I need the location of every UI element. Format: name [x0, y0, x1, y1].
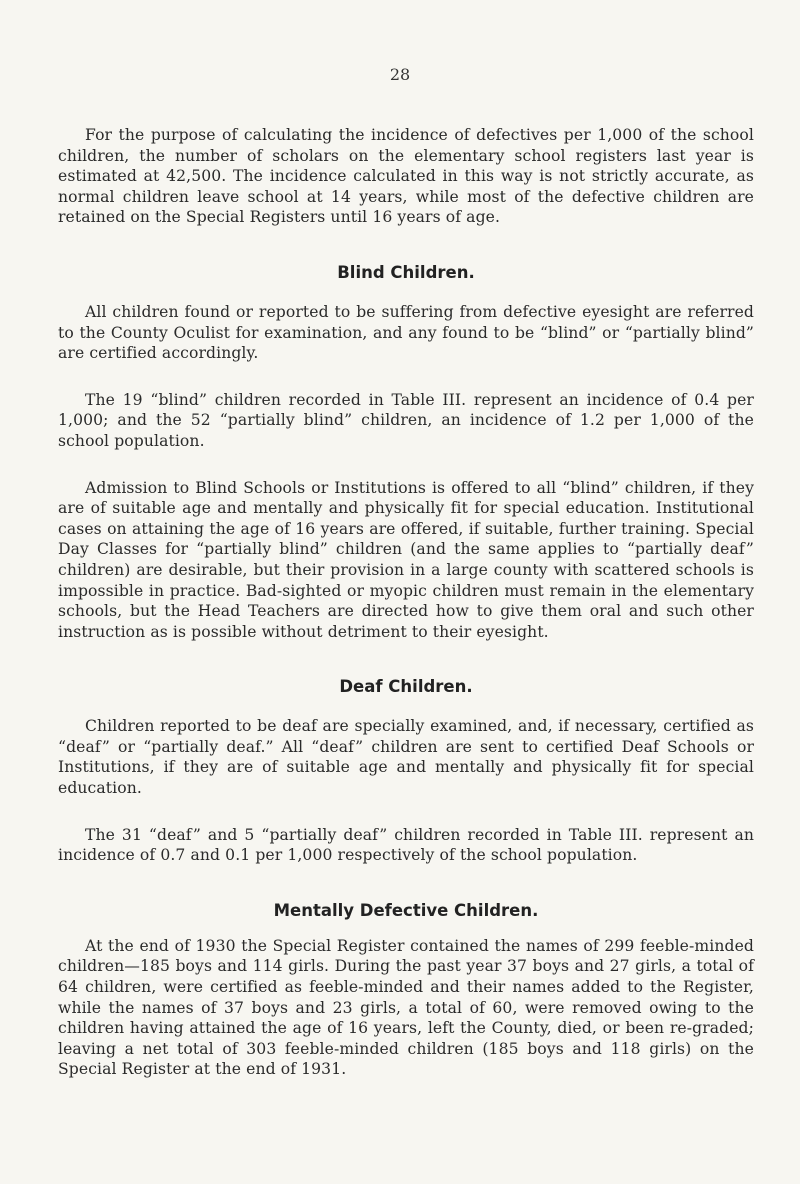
blind-paragraph-2: The 19 “blind” children recorded in Table III. represent an incidence of 0.4 per 1,000; and the 52 “partially blind” children, an incidence of 1.2 per 1,000 of the school population.: [58, 390, 754, 450]
deaf-paragraph-1: Children reported to be deaf are specially examined, and, if necessary, certified as “deaf” or “partially deaf.” All “deaf” children are sent to certified Deaf Schools or Institutions, if they are of suitable age and mentally and physically fit for special education.: [58, 717, 754, 798]
blind-paragraph-3: Admission to Blind Schools or Institutions is offered to all “blind” children, if they are of suitable age and mentally and physically fit for special education. Institutional cases on attaining the age of 16 years are offered, if suitable, further training. Special Day Classes for “partially blind” children (and the same applies to “partially deaf” children) are desirable, but their provision in a large county with scattered schools is impossible in practice. Bad-sighted or myopic children must remain in the elementary schools, but the Head Teachers are directed how to give them oral and such other instruction as is possible without detriment to their eyesight.: [58, 478, 754, 641]
intro-paragraph: For the purpose of calculating the incidence of defectives per 1,000 of the school children, the number of scholars on the elementary school registers last year is estimated at 42,500. The incidence calculated in this way is not strictly accurate, as normal children leave school at 14 years, while most of the defective children are retained on the Special Registers until 16 years of age.: [58, 126, 754, 227]
blind-children-heading: Blind Children.: [337, 262, 475, 282]
blind-paragraph-1: All children found or reported to be suffering from defective eyesight are referred to the County Oculist for examination, and any found to be “blind” or “partially blind” are certified accordingly.: [58, 302, 754, 363]
deaf-paragraph-2: The 31 “deaf” and 5 “partially deaf” children recorded in Table III. represent an incidence of 0.7 and 0.1 per 1,000 respectively of the school population.: [58, 825, 754, 865]
page-body: [58, 125, 754, 1080]
mentally-defective-children-heading: Mentally Defective Children.: [273, 900, 539, 920]
page-number: 28: [389, 65, 411, 84]
mentally-defective-paragraph-1: At the end of 1930 the Special Register contained the names of 299 feeble-minded children—185 boys and 114 girls. During the past year 37 boys and 27 girls, a total of 64 children, were certified as feeble-minded and their names added to the Register, while the names of 37 boys and 23 girls, a total of 60, were removed owing to the children having attained the age of 16 years, left the County, died, or been re-graded; leaving a net total of 303 feeble-minded children (185 boys and 118 girls) on the Special Register at the end of 1931.: [58, 936, 754, 1079]
deaf-children-heading: Deaf Children.: [339, 677, 473, 697]
